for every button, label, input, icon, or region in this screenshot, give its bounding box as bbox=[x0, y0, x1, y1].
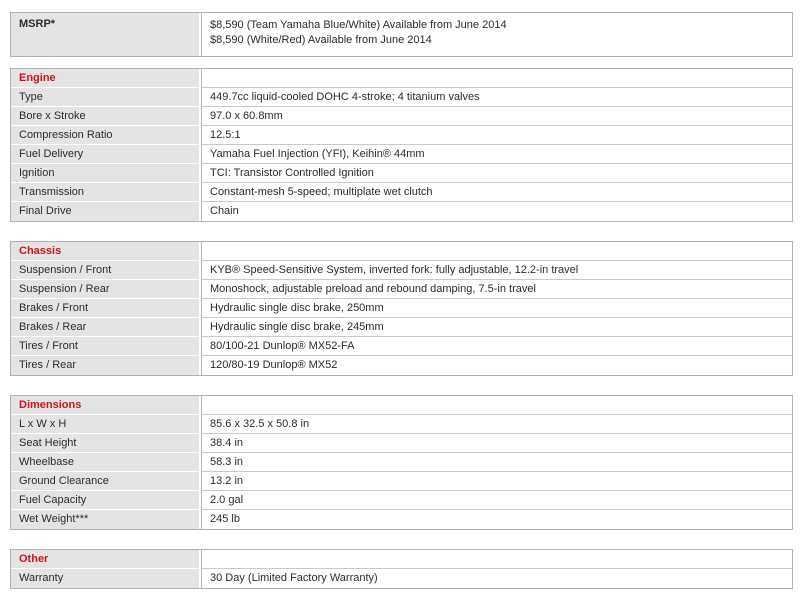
spec-row bbox=[11, 415, 792, 434]
section-title-engine: Engine bbox=[11, 69, 201, 88]
spec-value: KYB® Speed-Sensitive System, inverted fork: fully adjustable, 12.2-in travel bbox=[201, 261, 792, 280]
msrp-table bbox=[10, 12, 793, 57]
spec-value: 120/80-19 Dunlop® MX52 bbox=[201, 356, 792, 375]
spec-row bbox=[11, 337, 792, 356]
spec-row bbox=[11, 261, 792, 280]
spec-row bbox=[11, 107, 792, 126]
spec-value: Monoshock, adjustable preload and rebound damping, 7.5-in travel bbox=[201, 280, 792, 299]
spec-label: Fuel Delivery bbox=[11, 145, 201, 164]
spec-row bbox=[11, 183, 792, 202]
spec-row bbox=[11, 453, 792, 472]
section-header-row bbox=[11, 242, 792, 261]
msrp-line-1: $8,590 (Team Yamaha Blue/White) Available from June 2014 bbox=[210, 19, 507, 31]
spec-value: 13.2 in bbox=[201, 472, 792, 491]
msrp-label: MSRP* bbox=[11, 13, 201, 56]
section-title-chassis: Chassis bbox=[11, 242, 201, 261]
spec-label: Final Drive bbox=[11, 202, 201, 221]
spec-label: Seat Height bbox=[11, 434, 201, 453]
spec-row bbox=[11, 510, 792, 529]
spec-row bbox=[11, 434, 792, 453]
engine-section-table bbox=[10, 68, 793, 222]
spec-value: 58.3 in bbox=[201, 453, 792, 472]
msrp-value bbox=[201, 13, 792, 56]
section-header-spacer bbox=[201, 242, 792, 261]
spec-label: Tires / Front bbox=[11, 337, 201, 356]
section-header-spacer bbox=[201, 69, 792, 88]
spec-value: 2.0 gal bbox=[201, 491, 792, 510]
spec-row bbox=[11, 299, 792, 318]
spec-label: Compression Ratio bbox=[11, 126, 201, 145]
spec-value: 38.4 in bbox=[201, 434, 792, 453]
spec-value: 97.0 x 60.8mm bbox=[201, 107, 792, 126]
spec-label: Bore x Stroke bbox=[11, 107, 201, 126]
spec-value: 12.5:1 bbox=[201, 126, 792, 145]
spec-label: L x W x H bbox=[11, 415, 201, 434]
spec-label: Suspension / Front bbox=[11, 261, 201, 280]
spec-label: Suspension / Rear bbox=[11, 280, 201, 299]
spec-label: Brakes / Front bbox=[11, 299, 201, 318]
spec-value: Yamaha Fuel Injection (YFI), Keihin® 44mm bbox=[201, 145, 792, 164]
spec-value: Hydraulic single disc brake, 250mm bbox=[201, 299, 792, 318]
section-header-row bbox=[11, 396, 792, 415]
spec-label: Type bbox=[11, 88, 201, 107]
chassis-section-table bbox=[10, 241, 793, 376]
spec-value: Chain bbox=[201, 202, 792, 221]
spec-value: 80/100-21 Dunlop® MX52-FA bbox=[201, 337, 792, 356]
spec-label: Fuel Capacity bbox=[11, 491, 201, 510]
spec-label: Tires / Rear bbox=[11, 356, 201, 375]
spec-value: TCI: Transistor Controlled Ignition bbox=[201, 164, 792, 183]
spec-value: 30 Day (Limited Factory Warranty) bbox=[201, 569, 792, 588]
spec-row bbox=[11, 472, 792, 491]
spec-row bbox=[11, 356, 792, 375]
section-header-spacer bbox=[201, 396, 792, 415]
spec-value: 245 lb bbox=[201, 510, 792, 529]
spec-label: Wheelbase bbox=[11, 453, 201, 472]
other-section-table bbox=[10, 549, 793, 589]
spec-label: Warranty bbox=[11, 569, 201, 588]
spec-label: Wet Weight*** bbox=[11, 510, 201, 529]
spec-row bbox=[11, 88, 792, 107]
section-header-spacer bbox=[201, 550, 792, 569]
spec-label: Ignition bbox=[11, 164, 201, 183]
msrp-row bbox=[11, 13, 792, 56]
spec-row bbox=[11, 145, 792, 164]
spec-row bbox=[11, 280, 792, 299]
spec-row bbox=[11, 318, 792, 337]
spec-label: Ground Clearance bbox=[11, 472, 201, 491]
spec-value: 449.7cc liquid-cooled DOHC 4-stroke; 4 titanium valves bbox=[201, 88, 792, 107]
spec-label: Brakes / Rear bbox=[11, 318, 201, 337]
spec-value: Constant-mesh 5-speed; multiplate wet clutch bbox=[201, 183, 792, 202]
spec-value: 85.6 x 32.5 x 50.8 in bbox=[201, 415, 792, 434]
spec-row bbox=[11, 491, 792, 510]
section-header-row bbox=[11, 550, 792, 569]
spec-row bbox=[11, 202, 792, 221]
dimensions-section-table bbox=[10, 395, 793, 530]
spec-value: Hydraulic single disc brake, 245mm bbox=[201, 318, 792, 337]
spec-row bbox=[11, 569, 792, 588]
section-title-other: Other bbox=[11, 550, 201, 569]
spec-label: Transmission bbox=[11, 183, 201, 202]
spec-row bbox=[11, 164, 792, 183]
msrp-line-2: $8,590 (White/Red) Available from June 2014 bbox=[210, 34, 432, 46]
section-header-row bbox=[11, 69, 792, 88]
spec-row bbox=[11, 126, 792, 145]
section-title-dimensions: Dimensions bbox=[11, 396, 201, 415]
